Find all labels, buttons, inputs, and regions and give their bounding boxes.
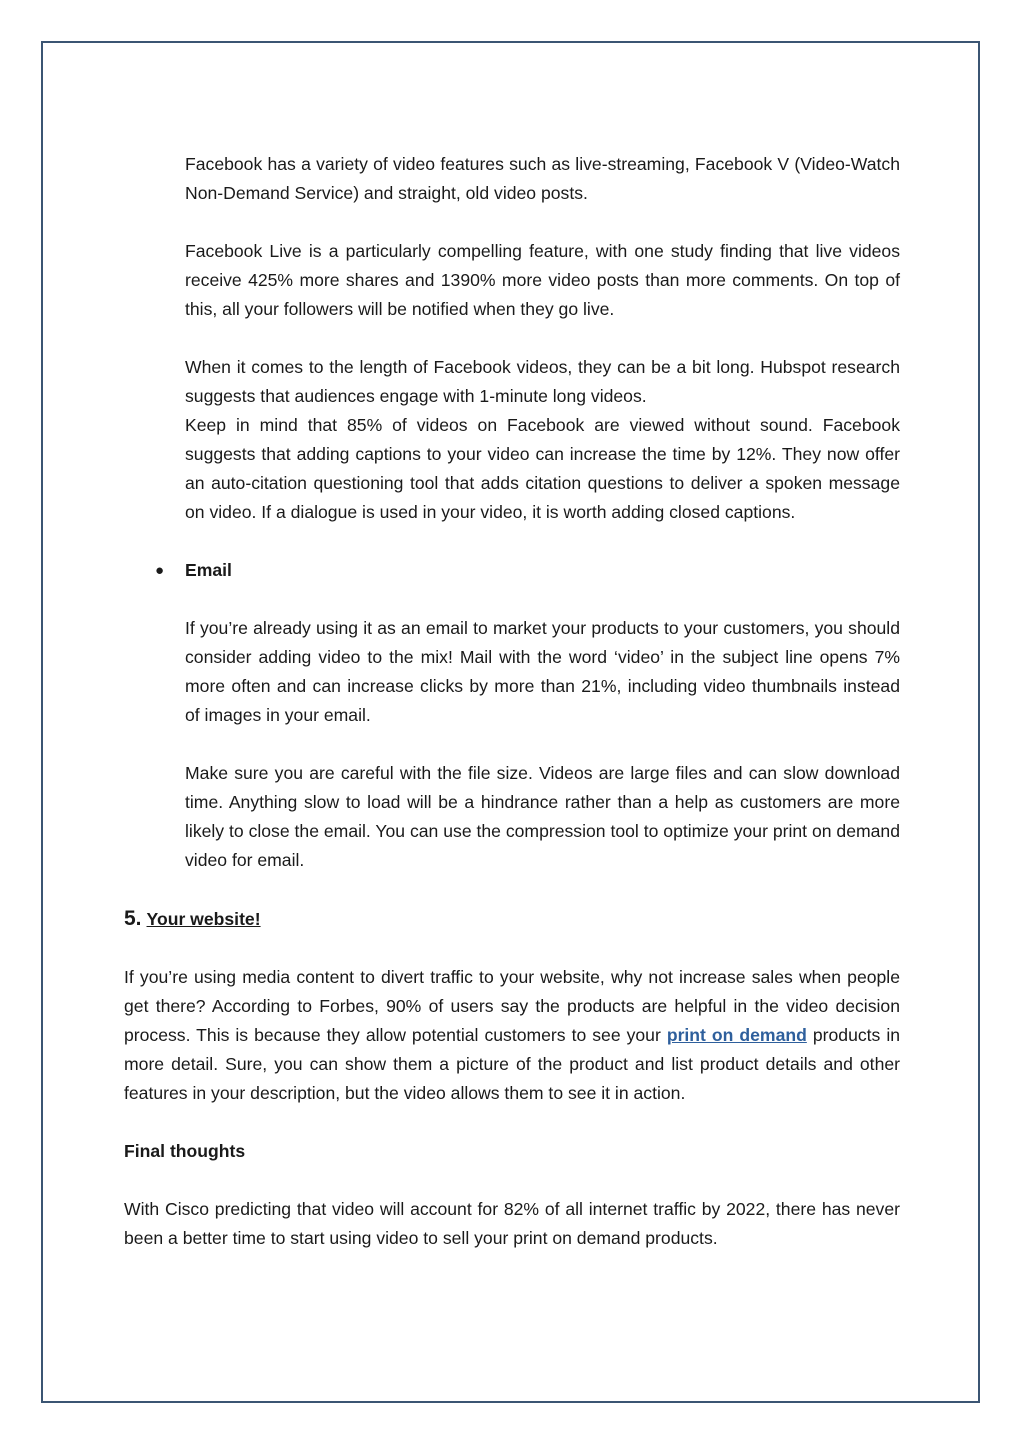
website-text-end: products in more detail. Sure, you can show them a picture of the product and list product details and other features in your description, but the video allows them to see it in action.	[124, 1025, 901, 1103]
facebook-features-paragraph: Facebook has a variety of video features such as live-streaming, Facebook V (Video-Watch Non-Demand Service) and straight, old video posts.	[185, 154, 900, 203]
section-number: 5.	[124, 907, 142, 930]
facebook-live-paragraph: Facebook Live is a particularly compelling feature, with one study finding that live videos receive 425% more shares and 1390% more video posts than more comments. On top of this, all your followers will be notified when they go live.	[185, 241, 900, 319]
section-5-heading	[124, 904, 900, 934]
email-bullet-label: Email	[185, 560, 232, 580]
print-on-demand-link[interactable]: print on demand	[666, 1025, 807, 1045]
website-paragraph	[124, 963, 900, 1108]
email-section	[185, 614, 900, 875]
email-video-paragraph: If you’re already using it as an email to market your products to your customers, you should consider adding video to the mix! Mail with the word ‘video’ in the subject line opens 7% more often and can increase clicks by more than 21%, including video thumbnails instead of images in your email.	[185, 618, 900, 725]
final-thoughts-heading: Final thoughts	[124, 1141, 246, 1161]
section-title: Your website!	[146, 909, 261, 929]
facebook-section	[185, 150, 900, 527]
document-body	[124, 150, 900, 1253]
final-thoughts-paragraph: With Cisco predicting that video will account for 82% of all internet traffic by 2022, there has never been a better time to start using video to sell your print on demand products.	[124, 1199, 900, 1248]
bullet-icon: ●	[155, 562, 165, 579]
file-size-paragraph: Make sure you are careful with the file size. Videos are large files and can slow download time. Anything slow to load will be a hindrance rather than a help as customers are more likely to close the email. You can use the compression tool to optimize your print on demand video for email.	[185, 763, 900, 870]
email-bullet	[124, 556, 900, 585]
website-text-start: If you’re using media content to divert traffic to your website, why not increase sales when people get there? According to Forbes, 90% of users say the products are helpful in the video decision process. This is because they allow potential customers to see your	[124, 967, 900, 1045]
video-length-paragraph: When it comes to the length of Facebook videos, they can be a bit long. Hubspot research suggests that audiences engage with 1-minute long videos.	[185, 357, 900, 406]
captions-paragraph: Keep in mind that 85% of videos on Facebook are viewed without sound. Facebook suggests that adding captions to your video can increase the time by 12%. They now offer an auto-citation questioning tool that adds citation questions to deliver a spoken message on video. If a dialogue is used in your video, it is worth adding closed captions.	[185, 415, 900, 522]
